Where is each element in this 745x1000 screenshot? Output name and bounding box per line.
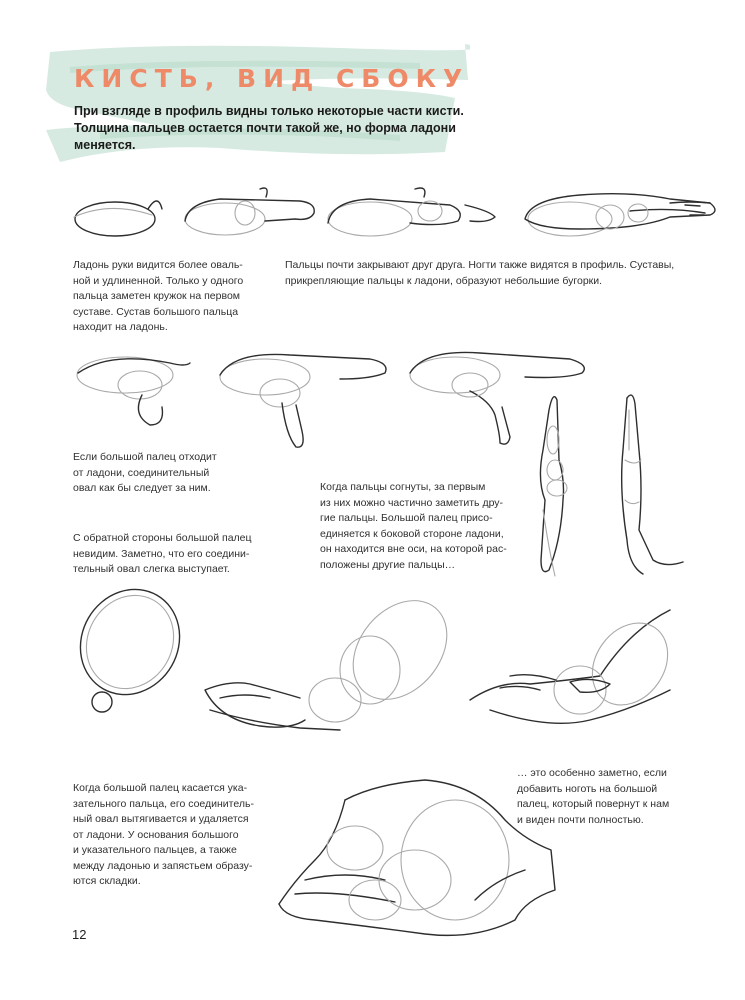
sketch-vertical-hands <box>535 390 695 590</box>
sketch-stage-2 <box>185 188 314 235</box>
sketch-row-thumb-oval <box>70 580 690 750</box>
sketch-row-thumb-away <box>70 345 610 455</box>
caption-thumb-hidden: С обратной стороны большой палец невидим. Заметно, что его соедини- тельный овал слегка выступает. <box>73 532 252 575</box>
caption-fingers-overlap: Пальцы почти закрывают друг друга. Ногти также видятся в профиль. Суставы, прикрепляющие пальцы к ладони, образуют небольшие бугорки. <box>285 259 675 287</box>
sketch-thumb-1 <box>77 357 190 425</box>
sketch-oval-only <box>61 571 198 713</box>
sketch-stage-4 <box>525 194 715 236</box>
sketch-stage-1 <box>74 201 162 236</box>
page-number: 12 <box>72 927 87 942</box>
sketch-stage-3 <box>328 188 495 236</box>
caption-thumb-moves: Если большой палец отходит от ладони, соединительный овал как бы следует за ним. <box>73 451 217 494</box>
caption-thumb-touch: Когда большой палец касается ука- зательного пальца, его соединитель- ный овал вытягивается и удаляется от ладони. У основания большого и указательного пальцев, а также между ладонью и запястьем образу- ются складки. <box>73 782 254 887</box>
caption-palm-oval: Ладонь руки видится более оваль- ной и удлиненной. Только у одного пальца заметен кружок на первом суставе. Сустав большого пальца находит на ладонь. <box>73 259 244 333</box>
sketch-open-hand-nail <box>470 608 683 723</box>
caption-nail-visible: … это особенно заметно, если добавить ноготь на большой палец, который повернут к нам и виден почти полностью. <box>517 767 670 826</box>
sketch-open-hand-oval <box>205 582 466 730</box>
intro-text: При взгляде в профиль видны только некоторые части кисти. Толщина пальцев остается почти такой же, но форма ладони меняется. <box>74 104 464 152</box>
sketch-vertical-hand-2 <box>622 395 683 574</box>
page-title: КИСТЬ, ВИД СБОКУ <box>74 64 470 93</box>
sketch-row-palm-stages <box>70 185 730 245</box>
sketch-thumb-2 <box>220 354 386 447</box>
sketch-vertical-hand-1 <box>540 397 567 576</box>
caption-fingers-bent: Когда пальцы согнуты, за первым из них можно частично заметить дру- гие пальцы. Большой палец присо- единяется к боковой стороне ладони, он находится вне оси, на которой рас- положены другие пальцы… <box>320 481 507 571</box>
